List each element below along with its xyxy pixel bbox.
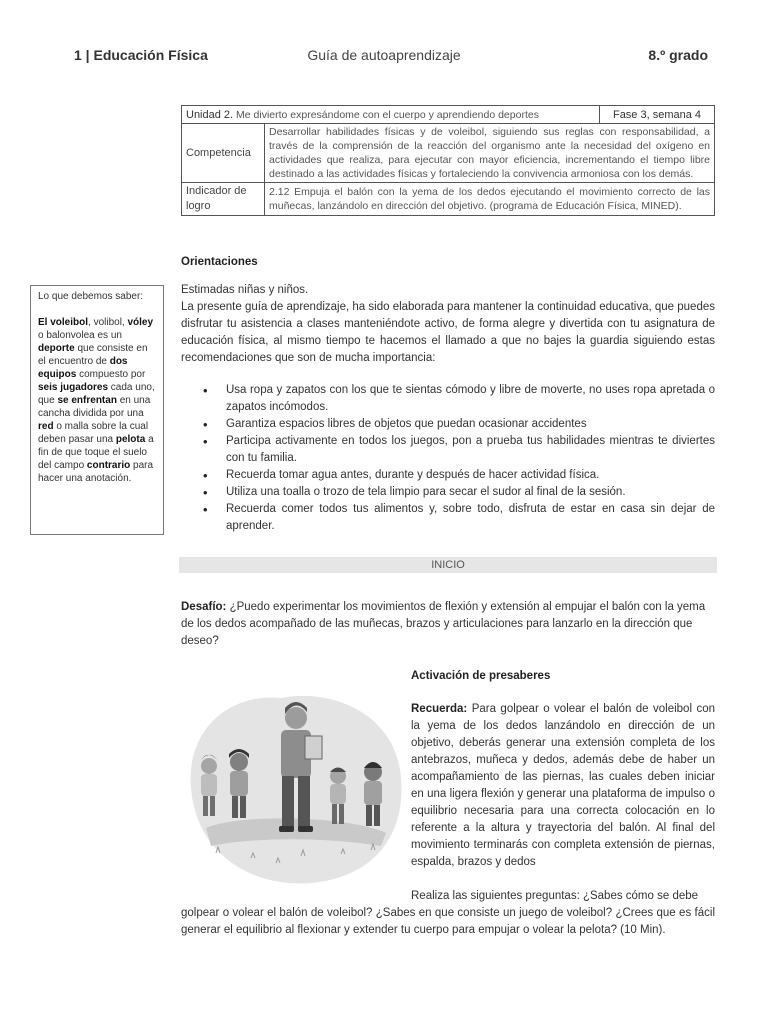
recuerda-paragraph	[411, 701, 715, 871]
page-number-subject: 1 | Educación Física	[74, 47, 208, 63]
indicador-text: 2.12 Empuja el balón con la yema de los dedos ejecutando el movimiento correcto de las muñecas, lanzándolo en dirección del objetivo. (programa de Educación Física, MINED).	[265, 183, 715, 216]
intro-paragraph: La presente guía de aprendizaje, ha sido elaborada para mantener la continuidad educativa, que puedes disfrutar tu asistencia a clases manteniéndote activo, de forma alegre y divertida con tu asignatura de educación física, al mismo tiempo te hacemos el llamado a que no bajes la guardia siguiendo estas recomendaciones que son de mucha importancia:	[181, 301, 715, 364]
did-you-know-box	[30, 285, 164, 535]
unidad-row	[182, 106, 715, 124]
preguntas-line-1: Realiza las siguientes preguntas: ¿Sabes cómo se debe	[411, 890, 699, 902]
orientaciones-title: Orientaciones	[181, 256, 258, 268]
activacion-title: Activación de presaberes	[411, 670, 551, 682]
greeting: Estimadas niñas y niños.	[181, 284, 309, 296]
recuerda-text: Para golpear o volear el balón de voleibol con la yema de los dedos lanzándolo en dirección de un objetivo, deberás generar una extensión completa de los antebrazos, muñeca y dedos, además debe de haber un acompañamiento de las piernas, las cuales deben iniciar en una ligera flexión y generar una plataforma de impulso o equilibrio necesaria para una correcta colocación en lo referente a la altura y trayectoria del balón. Al final del movimiento terminarás con completa extensión de piernas, espalda, brazos y dedos	[411, 703, 715, 868]
indicador-label: Indicador de logro	[182, 183, 265, 216]
recuerda-label: Recuerda:	[411, 703, 468, 715]
teacher-children-illustration	[181, 668, 406, 898]
list-item: • Recuerda tomar agua antes, durante y después de hacer actividad física.	[181, 467, 715, 484]
competencia-row	[182, 124, 715, 183]
list-item: • Recuerda comer todos tus alimentos y, sobre todo, disfruta de estar en casa sin dejar de aprender.	[181, 501, 715, 535]
unidad-label: Unidad 2.	[186, 108, 234, 121]
list-item: • Usa ropa y zapatos con los que te sientas cómodo y libre de moverte, no uses ropa apretada o zapatos incómodos.	[181, 382, 715, 416]
preguntas-line-2: golpear o volear el balón de voleibol? ¿Sabes en que consiste un juego de voleibol? ¿Crees que es fácil generar el equilibrio al flexionar y extender tu cuerpo para empujar o volear la pelota? (10 Min).	[181, 907, 715, 936]
sidebar-definition: El voleibol, volibol, vóley o balonvolea es un deporte que consiste en el encuentro de dos equipos compuesto por seis jugadores cada uno, que se enfrentan en una cancha dividida por una red o malla sobre la cual deben pasar una pelota a fin de que toque el suelo del campo contrario para hacer una anotación.	[38, 317, 155, 484]
desafio-paragraph	[181, 599, 715, 650]
sidebar-title: Lo que debemos saber:	[38, 291, 144, 302]
recommendations-list	[181, 382, 715, 535]
desafio-text: ¿Puedo experimentar los movimientos de flexión y extensión al empujar el balón con la yema de los dedos acompañado de las muñecas, brazos y articulaciones para lanzarlo en la dirección que deseo?	[181, 601, 706, 647]
list-item: • Utiliza una toalla o trozo de tela limpio para secar el sudor al final de la sesión.	[181, 484, 715, 501]
unidad-text: Me divierto expresándome con el cuerpo y aprendiendo deportes	[236, 108, 539, 121]
indicador-row	[182, 183, 715, 216]
grade-label: 8.º grado	[648, 47, 708, 63]
competencia-label: Competencia	[182, 124, 265, 183]
document-type: Guía de autoaprendizaje	[307, 47, 461, 63]
list-item: • Participa activamente en todos los juegos, pon a prueba tus habilidades mientras te diviertes con tu familia.	[181, 433, 715, 467]
unit-info-table	[181, 105, 715, 216]
list-item: • Garantiza espacios libres de objetos que puedan ocasionar accidentes	[181, 416, 715, 433]
inicio-heading: INICIO	[431, 559, 465, 571]
unidad-cell	[182, 106, 600, 124]
fase-cell: Fase 3, semana 4	[600, 106, 715, 124]
desafio-label: Desafío:	[181, 601, 227, 613]
competencia-text: Desarrollar habilidades físicas y de voleibol, siguiendo sus reglas con responsabilidad, a través de la comprensión de la reacción del organismo ante la necesidad del oxígeno en actividades que realiza, para ejecutar con mayor eficiencia, incrementando el tiempo libre destinado a las actividades físicas y fortaleciendo la convivencia armoniosa con los demás.	[265, 124, 715, 183]
